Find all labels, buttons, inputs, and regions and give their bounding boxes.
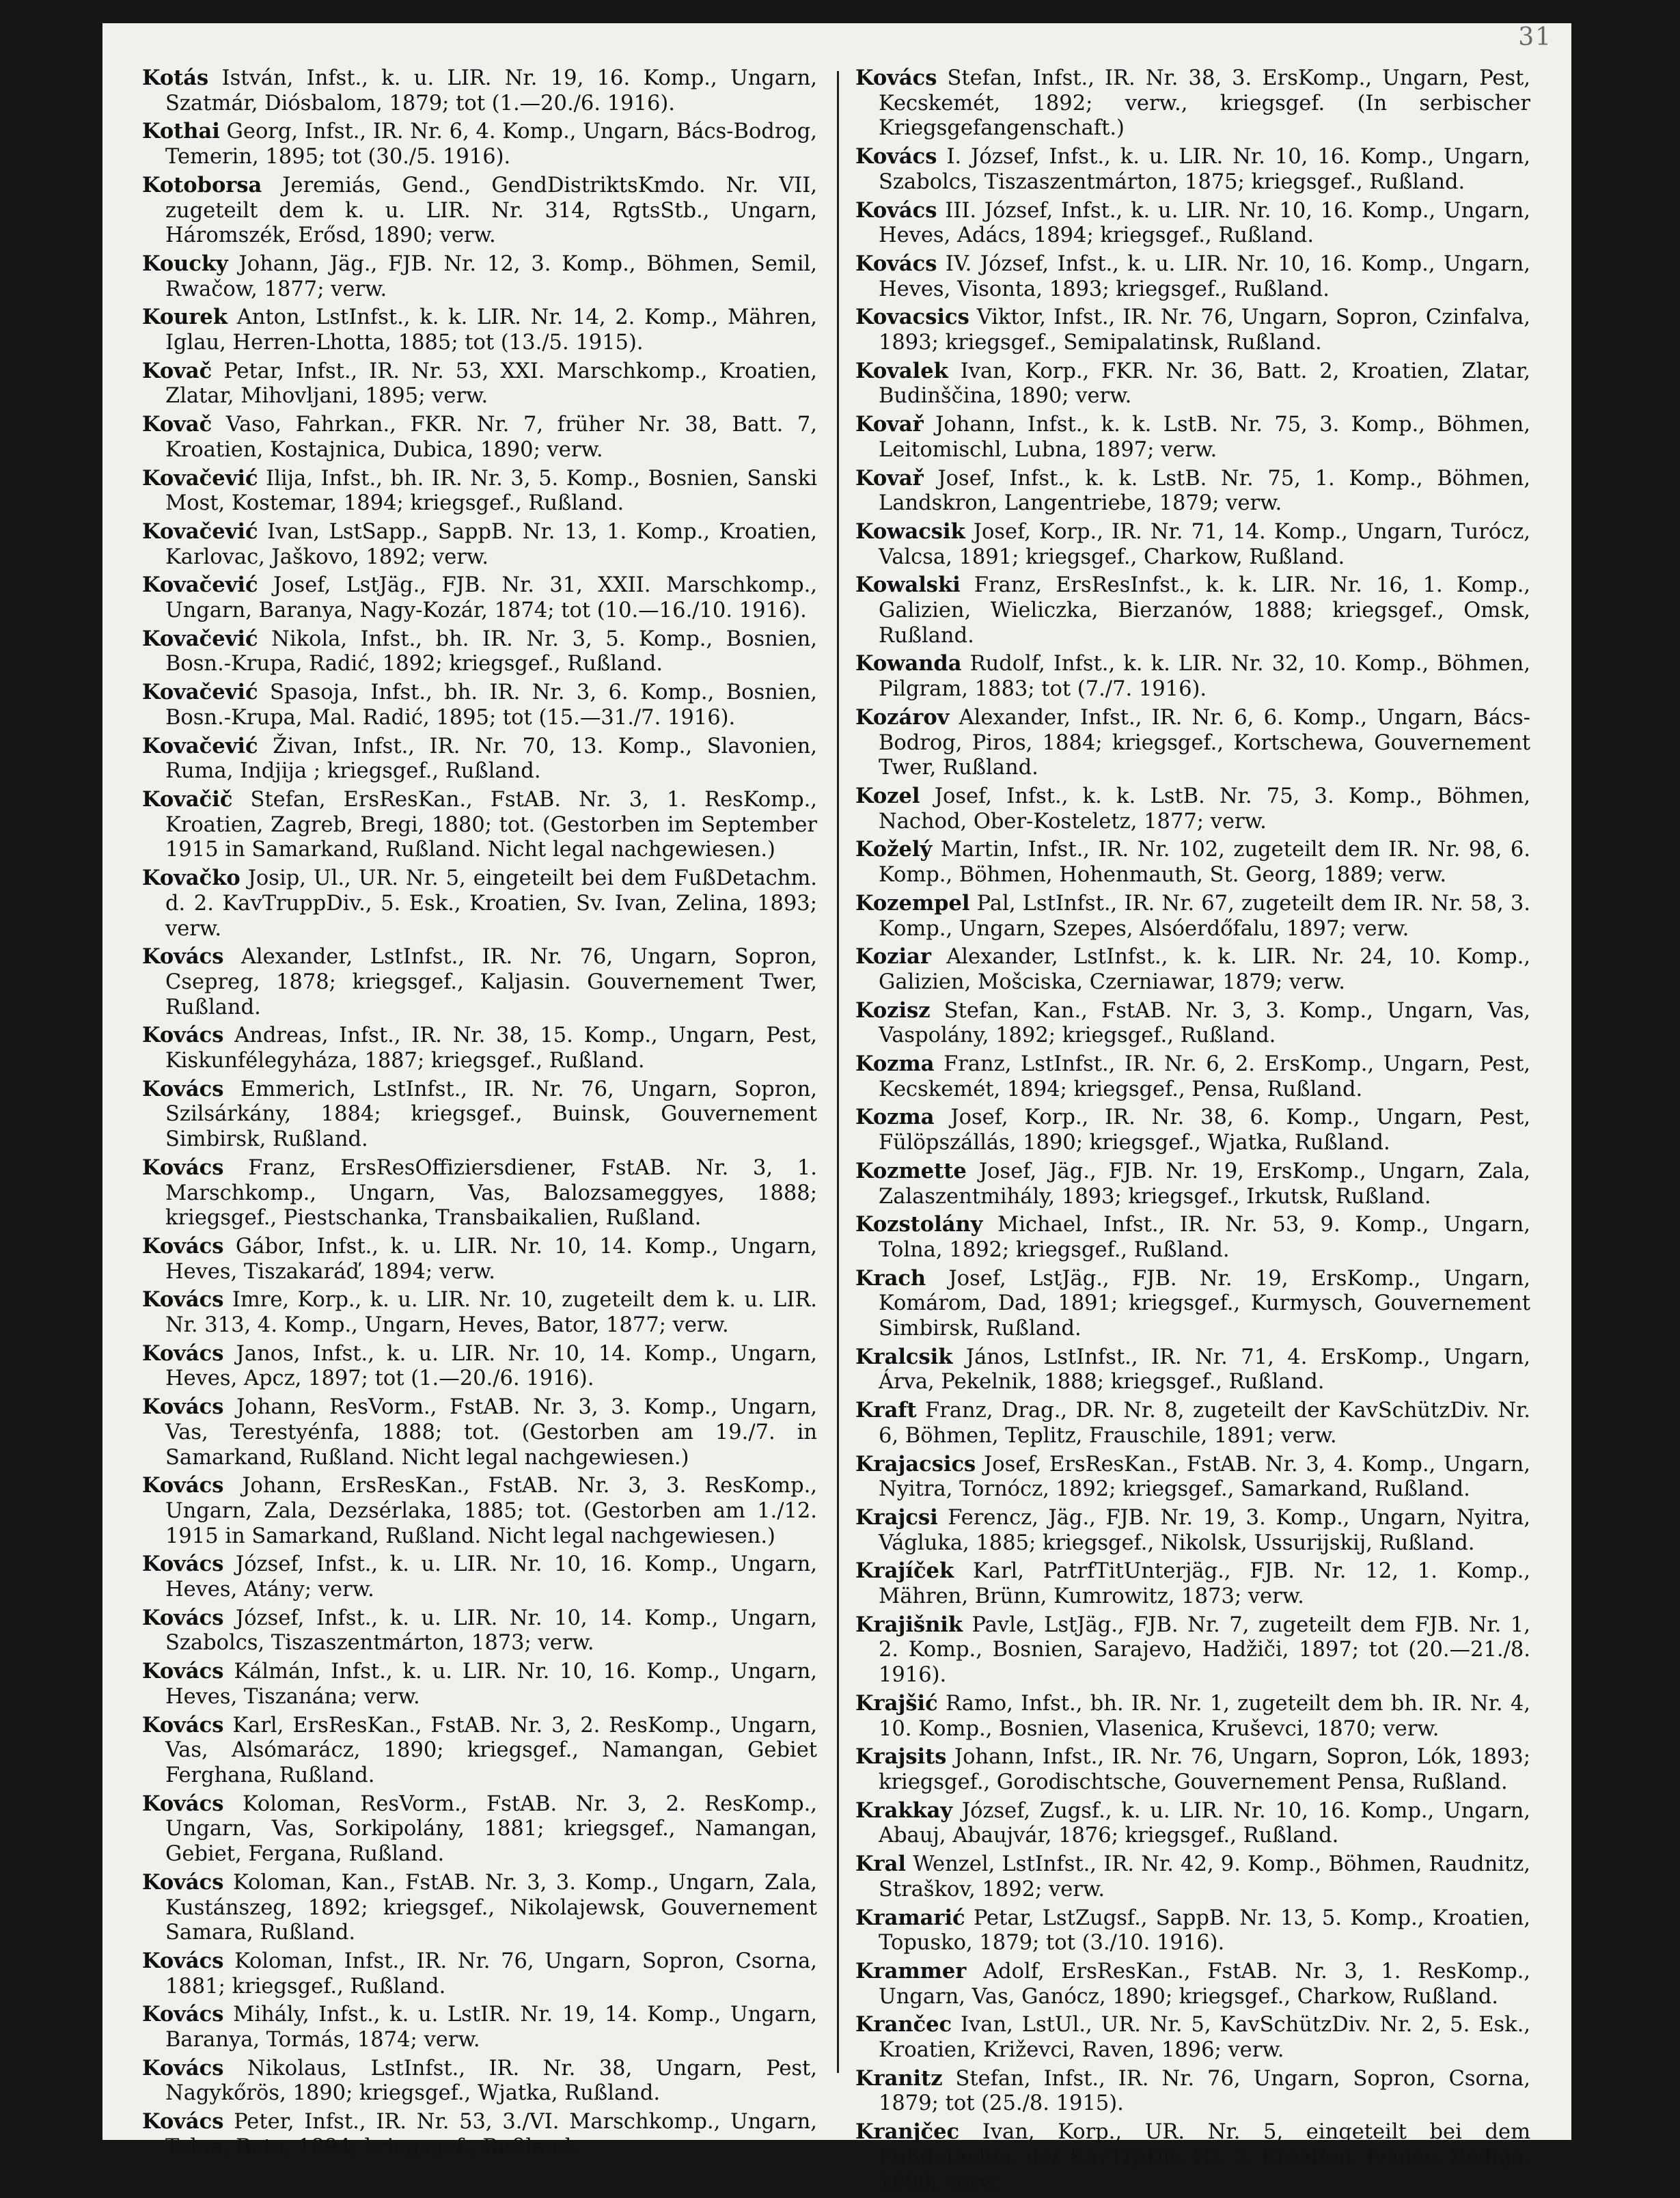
casualty-entry: [855, 519, 1530, 570]
entry-details: Josef, Infst., k. k. LstB. Nr. 75, 3. Komp., Böhmen, Nachod, Ober-Kosteletz, 1877; verw.: [879, 784, 1530, 834]
entry-details: Josef, Jäg., FJB. Nr. 19, ErsKomp., Ungarn, Zala, Zalaszentmihály, 1893; kriegsgef., Irkutsk, Rußland.: [879, 1159, 1530, 1209]
casualty-entry: [142, 251, 817, 302]
casualty-entry: [855, 1398, 1530, 1448]
entry-surname: Kovács: [142, 1155, 224, 1180]
entry-surname: Kowalski: [855, 573, 961, 598]
entry-details: III. József, Infst., k. u. LIR. Nr. 10, 16. Komp., Ungarn, Heves, Adács, 1894; kriegsgef., Rußland.: [879, 198, 1530, 248]
entry-surname: Kovačević: [142, 519, 258, 544]
entry-surname: Kowacsik: [855, 519, 965, 544]
casualty-entry: [855, 1959, 1530, 2009]
entry-details: István, Infst., k. u. LIR. Nr. 19, 16. Komp., Ungarn, Szatmár, Diósbalom, 1879; tot (1.—20./6. 1916).: [165, 66, 817, 115]
entry-details: Ivan, Korp., UR. Nr. 5, eingeteilt bei dem Fußdetachm. der KavTrpDiv. Nr. 2, Kroatien, Ivanec, Bednja, 1890; verw.: [879, 2120, 1531, 2195]
casualty-entry: [855, 359, 1530, 409]
entry-surname: Kozmette: [855, 1158, 967, 1183]
entry-surname: Kotoborsa: [142, 172, 262, 197]
casualty-entry: [142, 1287, 817, 1338]
column-divider: [837, 71, 839, 2073]
entry-details: Josef, Infst., k. k. LstB. Nr. 75, 1. Komp., Böhmen, Landskron, Langentriebe, 1879; verw.: [879, 466, 1530, 516]
entry-details: Gábor, Infst., k. u. LIR. Nr. 10, 14. Komp., Ungarn, Heves, Tiszakaráď, 1894; verw.: [165, 1234, 817, 1284]
entry-surname: Kral: [855, 1852, 906, 1877]
entry-details: Stefan, Kan., FstAB. Nr. 3, 3. Komp., Ungarn, Vas, Vaspolány, 1892; kriegsgef., Rußland.: [879, 998, 1530, 1048]
casualty-entry: [142, 1155, 817, 1231]
entry-details: Stefan, Infst., IR. Nr. 76, Ungarn, Sopron, Csorna, 1879; tot (25./8. 1915).: [879, 2066, 1530, 2116]
casualty-entry: [142, 1659, 817, 1709]
casualty-entry: [142, 1341, 817, 1392]
entry-surname: Kovačević: [142, 573, 258, 598]
entry-details: Ivan, LstSapp., SappB. Nr. 13, 1. Komp., Kroatien, Karlovac, Jaškovo, 1892; verw.: [165, 519, 817, 569]
entry-details: József, Zugsf., k. u. LIR. Nr. 10, 16. Komp., Ungarn, Abauj, Abaujvár, 1876; kriegsgef., Rußland.: [879, 1798, 1530, 1848]
entry-surname: Krajacsics: [855, 1451, 976, 1476]
entry-surname: Krančec: [855, 2012, 952, 2037]
entry-surname: Krach: [855, 1265, 926, 1291]
casualty-entry: [142, 680, 817, 730]
entry-details: IV. József, Infst., k. u. LIR. Nr. 10, 16. Komp., Ungarn, Heves, Visonta, 1893; kriegsgef., Rußland.: [879, 251, 1530, 301]
entry-details: Stefan, ErsResKan., FstAB. Nr. 3, 1. ResKomp., Kroatien, Zagreb, Bregi, 1880; tot. (Gestorben im September 1915 in Samarkand, Rußland. Nicht legal nachgewiesen.): [165, 787, 817, 862]
entry-surname: Kovař: [855, 465, 924, 491]
entry-surname: Kothai: [142, 119, 220, 144]
casualty-entry: [855, 198, 1530, 249]
casualty-entry: [142, 734, 817, 784]
entry-details: Spasoja, Infst., bh. IR. Nr. 3, 6. Komp., Bosnien, Bosn.-Krupa, Mal. Radić, 1895; tot (15.—31./7. 1916).: [165, 681, 817, 730]
entry-details: Stefan, Infst., IR. Nr. 38, 3. ErsKomp., Ungarn, Pest, Kecskemét, 1892; verw., kriegsgef. (In serbischer Kriegsgefangenschaft.): [879, 66, 1530, 141]
casualty-entry: [855, 1212, 1530, 1263]
entry-surname: Krammer: [855, 1958, 967, 1983]
entry-surname: Kovács: [855, 197, 937, 223]
entry-details: Emmerich, LstInfst., IR. Nr. 76, Ungarn, Sopron, Szilsárkány, 1884; kriegsgef., Buinsk, Gouvernement Simbirsk, Rußland.: [165, 1077, 817, 1152]
entry-surname: Koucky: [142, 251, 228, 276]
entry-surname: Kovács: [855, 144, 937, 169]
casualty-entry: [855, 891, 1530, 942]
casualty-entry: [142, 1870, 817, 1946]
document-page: [102, 23, 1571, 2195]
entry-surname: Krakkay: [855, 1798, 953, 1823]
entry-surname: Kovács: [142, 2002, 224, 2027]
entry-surname: Kranitz: [855, 2065, 943, 2091]
entry-details: Johann, Jäg., FJB. Nr. 12, 3. Komp., Böhmen, Semil, Rwačow, 1877; verw.: [165, 251, 817, 301]
entry-surname: Kovács: [142, 1233, 224, 1259]
entry-details: Josef, LstJäg., FJB. Nr. 19, ErsKomp., Ungarn, Komárom, Dad, 1891; kriegsgef., Kurmysch, Gouvernement Simbirsk, Rußland.: [879, 1266, 1530, 1341]
entry-details: Martin, Infst., IR. Nr. 102, zugeteilt dem IR. Nr. 98, 6. Komp., Böhmen, Hohenmauth, St. Georg, 1889; verw.: [879, 838, 1530, 888]
entry-surname: Kourek: [142, 305, 228, 330]
entry-details: Josef, Korp., IR. Nr. 71, 14. Komp., Ungarn, Turócz, Valcsa, 1891; kriegsgef., Charkow, Rußland.: [879, 519, 1530, 569]
entry-details: Franz, LstInfst., IR. Nr. 6, 2. ErsKomp., Ungarn, Pest, Kecskemét, 1894; kriegsgef., Pensa, Rußland.: [879, 1052, 1530, 1101]
casualty-entry: [855, 998, 1530, 1049]
entry-details: Franz, Drag., DR. Nr. 8, zugeteilt der KavSchützDiv. Nr. 6, Böhmen, Teplitz, Frauschile, 1891; verw.: [879, 1399, 1530, 1448]
casualty-entry: [855, 837, 1530, 888]
casualty-entry: [855, 1798, 1530, 1849]
entry-details: József, Infst., k. u. LIR. Nr. 10, 16. Komp., Ungarn, Heves, Atány; verw.: [165, 1552, 818, 1602]
casualty-entry: [142, 1077, 817, 1153]
casualty-entry: [855, 1266, 1530, 1342]
entry-surname: Kovač: [142, 412, 212, 437]
casualty-entry: [142, 1791, 817, 1867]
entry-details: I. József, Infst., k. u. LIR. Nr. 10, 16. Komp., Ungarn, Szabolcs, Tiszaszentmárton, 1875; kriegsgef., Rußland.: [879, 145, 1531, 194]
casualty-entry: [142, 2002, 817, 2052]
entry-surname: Kozárov: [855, 704, 950, 730]
casualty-entry: [142, 1395, 817, 1470]
entry-surname: Kovař: [855, 412, 924, 437]
casualty-entry: [855, 1505, 1530, 1556]
casualty-entry: [142, 66, 817, 116]
entry-details: Pal, LstInfst., IR. Nr. 67, zugeteilt dem IR. Nr. 58, 3. Komp., Ungarn, Szepes, Alsóerdőfalu, 1897; verw.: [879, 891, 1530, 941]
entry-surname: Kovács: [142, 1395, 224, 1420]
entry-surname: Kovačević: [142, 733, 258, 758]
entry-surname: Kovács: [142, 944, 224, 970]
entry-details: Karl, PatrfTitUnterjäg., FJB. Nr. 12, 1. Komp., Mähren, Brünn, Kumrowitz, 1873; verw.: [879, 1559, 1530, 1609]
entry-details: Ramo, Infst., bh. IR. Nr. 1, zugeteilt dem bh. IR. Nr. 4, 10. Komp., Bosnien, Vlasenica, Kruševci, 1870; verw.: [879, 1691, 1530, 1741]
casualty-entry: [855, 1452, 1530, 1502]
casualty-entry: [855, 2012, 1530, 2063]
entry-details: Ilija, Infst., bh. IR. Nr. 3, 5. Komp., Bosnien, Sanski Most, Kostemar, 1894; kriegsgef., Rußland.: [165, 466, 817, 516]
entry-details: Johann, ErsResKan., FstAB. Nr. 3, 3. ResKomp., Ungarn, Zala, Dezsérlaka, 1885; tot. (Gestorben am 1./12. 1915 in Samarkand, Rußland. Nicht legal nachgewiesen.): [165, 1474, 817, 1548]
casualty-entry: [142, 519, 817, 570]
entry-surname: Kovács: [142, 2109, 224, 2134]
entry-details: Josef, LstJäg., FJB. Nr. 31, XXII. Marschkomp., Ungarn, Baranya, Nagy-Kozár, 1874; tot (10.—16./10. 1916).: [165, 573, 817, 623]
entry-surname: Kovács: [142, 1605, 224, 1630]
right-column: [855, 66, 1530, 2198]
entry-surname: Kovács: [142, 1948, 224, 1973]
casualty-entry: [142, 2056, 817, 2106]
entry-surname: Kovač: [142, 358, 212, 383]
entry-surname: Kovács: [142, 1869, 224, 1895]
entry-details: Jeremiás, Gend., GendDistriktsKmdo. Nr. VII, zugeteilt dem k. u. LIR. Nr. 314, RgtsStb., Ungarn, Háromszék, Erősd, 1890; verw.: [165, 173, 817, 248]
entry-details: Mihály, Infst., k. u. LstIR. Nr. 19, 14. Komp., Ungarn, Baranya, Tormás, 1874; verw.: [165, 2003, 817, 2052]
casualty-entry: [855, 251, 1530, 302]
entry-details: Živan, Infst., IR. Nr. 70, 13. Komp., Slavonien, Ruma, Indjija ; kriegsgef., Rußland.: [165, 734, 817, 784]
casualty-entry: [855, 466, 1530, 517]
entry-details: Koloman, ResVorm., FstAB. Nr. 3, 2. ResKomp., Ungarn, Vas, Sorkipolány, 1881; kriegsgef., Namangan, Gebiet, Fergana, Rußland.: [165, 1791, 817, 1867]
entry-details: Koloman, Infst., IR. Nr. 76, Ungarn, Sopron, Csorna, 1881; kriegsgef., Rußland.: [165, 1949, 817, 1998]
entry-surname: Kovačević: [142, 626, 258, 651]
casualty-entry: [855, 705, 1530, 781]
entry-surname: Krajišnik: [855, 1612, 963, 1637]
casualty-entry: [855, 944, 1530, 995]
entry-surname: Kraft: [855, 1398, 917, 1423]
entry-surname: Kozel: [855, 783, 920, 808]
casualty-entry: [855, 651, 1530, 702]
entry-surname: Kovacsics: [855, 305, 969, 330]
casualty-entry: [142, 627, 817, 677]
casualty-entry: [142, 1552, 817, 1602]
casualty-entry: [855, 66, 1530, 141]
casualty-entry: [142, 359, 817, 409]
entry-details: Karl, ErsResKan., FstAB. Nr. 3, 2. ResKomp., Ungarn, Vas, Alsómarácz, 1890; kriegsgef., Namangan, Gebiet Ferghana, Rußland.: [165, 1713, 817, 1787]
entry-surname: Kralcsik: [855, 1344, 953, 1369]
entry-surname: Koželý: [855, 837, 933, 862]
entry-surname: Kovács: [142, 1023, 224, 1048]
casualty-entry: [855, 1906, 1530, 1956]
casualty-entry: [142, 1234, 817, 1285]
entry-details: Ivan, LstUl., UR. Nr. 5, KavSchützDiv. Nr. 2, 5. Esk., Kroatien, Križevci, Raven, 1896; verw.: [879, 2013, 1530, 2063]
casualty-entry: [855, 1612, 1530, 1688]
entry-details: József, Infst., k. u. LIR. Nr. 10, 14. Komp., Ungarn, Szabolcs, Tiszaszentmárton, 1873; verw.: [165, 1606, 818, 1656]
entry-surname: Kozstolány: [855, 1212, 983, 1237]
entry-surname: Kozma: [855, 1052, 935, 1077]
entry-surname: Kovalek: [855, 358, 948, 383]
entry-surname: Kovács: [142, 1659, 224, 1684]
entry-details: Georg, Infst., IR. Nr. 6, 4. Komp., Ungarn, Bács-Bodrog, Temerin, 1895; tot (30./5. 1916).: [165, 120, 817, 169]
entry-surname: Kovács: [855, 251, 937, 276]
casualty-entry: [855, 1852, 1530, 1902]
casualty-entry: [855, 1159, 1530, 1209]
entry-details: Alexander, LstInfst., k. k. LIR. Nr. 24, 10. Komp., Galizien, Mošciska, Czerniawar, 1879; verw.: [879, 945, 1530, 994]
casualty-entry: [855, 2066, 1530, 2117]
casualty-entry: [142, 573, 817, 623]
entry-surname: Kranjčec: [855, 2119, 960, 2145]
entry-surname: Koziar: [855, 944, 931, 970]
casualty-entry: [142, 1473, 817, 1549]
entry-surname: Kowanda: [855, 651, 962, 676]
entry-details: Josef, Korp., IR. Nr. 38, 6. Komp., Ungarn, Pest, Fülöpszállás, 1890; kriegsgef., Wjatka, Rußland.: [879, 1105, 1530, 1155]
entry-details: Johann, Infst., IR. Nr. 76, Ungarn, Sopron, Lók, 1893; kriegsgef., Gorodischtsche, Gouvernement Pensa, Rußland.: [879, 1745, 1530, 1794]
entry-details: Petar, LstZugsf., SappB. Nr. 13, 5. Komp., Kroatien, Topusko, 1879; tot (3./10. 1916).: [879, 1906, 1530, 1955]
entry-surname: Kovács: [142, 1552, 224, 1577]
entry-details: Anton, LstInfst., k. k. LIR. Nr. 14, 2. Komp., Mähren, Iglau, Herren-Lhotta, 1885; tot (13./5. 1915).: [165, 305, 818, 355]
entry-details: Vaso, Fahrkan., FKR. Nr. 7, früher Nr. 38, Batt. 7, Kroatien, Kostajnica, Dubica, 1890; verw.: [165, 413, 817, 462]
casualty-entry: [142, 866, 817, 942]
entry-details: János, LstInfst., IR. Nr. 71, 4. ErsKomp., Ungarn, Árva, Pekelnik, 1888; kriegsgef., Rußland.: [879, 1345, 1530, 1395]
entry-details: Wenzel, LstInfst., IR. Nr. 42, 9. Komp., Böhmen, Raudnitz, Straškov, 1892; verw.: [879, 1852, 1530, 1901]
casualty-entry: [855, 573, 1530, 648]
entry-surname: Kovačič: [142, 786, 233, 812]
casualty-entry: [855, 1345, 1530, 1395]
casualty-entry: [855, 1691, 1530, 1742]
entry-surname: Kovács: [142, 1473, 224, 1498]
entry-surname: Krajíček: [855, 1558, 954, 1584]
entry-surname: Kovács: [142, 1076, 224, 1101]
casualty-entry: [142, 1023, 817, 1073]
entry-details: Viktor, Infst., IR. Nr. 76, Ungarn, Sopron, Czinfalva, 1893; kriegsgef., Semipalatinsk, Rußland.: [879, 305, 1530, 355]
casualty-entry: [855, 1105, 1530, 1155]
left-column: [142, 66, 817, 2163]
entry-surname: Kozisz: [855, 998, 931, 1023]
casualty-entry: [142, 2109, 817, 2160]
casualty-entry: [142, 466, 817, 517]
casualty-entry: [142, 944, 817, 1020]
casualty-entry: [142, 1606, 817, 1656]
entry-surname: Kotás: [142, 66, 209, 90]
entry-surname: Kovács: [142, 2055, 224, 2080]
casualty-entry: [142, 1949, 817, 1999]
entry-details: Johann, Infst., k. k. LstB. Nr. 75, 3. Komp., Böhmen, Leitomischl, Lubna, 1897; verw.: [879, 413, 1530, 462]
casualty-entry: [855, 1744, 1530, 1795]
entry-details: Nikolaus, LstInfst., IR. Nr. 38, Ungarn, Pest, Nagykőrös, 1890; kriegsgef., Wjatka, Rußland.: [165, 2056, 817, 2106]
entry-surname: Kozempel: [855, 890, 970, 916]
casualty-entry: [855, 2119, 1530, 2195]
entry-surname: Kovács: [142, 1791, 224, 1816]
entry-surname: Kovács: [142, 1341, 224, 1366]
entry-details: Adolf, ErsResKan., FstAB. Nr. 3, 1. ResKomp., Ungarn, Vas, Ganócz, 1890; kriegsgef., Charkow, Rußland.: [879, 1959, 1531, 2009]
entry-surname: Krajsits: [855, 1744, 947, 1770]
entry-details: Peter, Infst., IR. Nr. 53, 3./VI. Marschkomp., Ungarn, Tolna, Bato, 1894; kriegsgef., Rußland.: [165, 2110, 817, 2159]
casualty-entry: [855, 1558, 1530, 1609]
entry-surname: Kovács: [855, 66, 937, 90]
entry-details: Kálmán, Infst., k. u. LIR. Nr. 10, 16. Komp., Ungarn, Heves, Tiszanána; verw.: [165, 1660, 817, 1709]
entry-details: Janos, Infst., k. u. LIR. Nr. 10, 14. Komp., Ungarn, Heves, Apcz, 1897; tot (1.—20./6. 1916).: [165, 1341, 817, 1391]
page-number: 31: [1518, 23, 1552, 51]
entry-details: Imre, Korp., k. u. LIR. Nr. 10, zugeteilt dem k. u. LIR. Nr. 313, 4. Komp., Ungarn, Heves, Bator, 1877; verw.: [165, 1288, 818, 1338]
casualty-entry: [142, 173, 817, 249]
entry-details: Pavle, LstJäg., FJB. Nr. 7, zugeteilt dem FJB. Nr. 1, 2. Komp., Bosnien, Sarajevo, Hadžiči, 1897; tot (20.—21./8. 1916).: [879, 1612, 1530, 1688]
entry-details: Michael, Infst., IR. Nr. 53, 9. Komp., Ungarn, Tolna, 1892; kriegsgef., Rußland.: [879, 1213, 1530, 1262]
entry-surname: Kramarić: [855, 1905, 965, 1930]
entry-details: Alexander, Infst., IR. Nr. 6, 6. Komp., Ungarn, Bács-Bodrog, Piros, 1884; kriegsgef., Kortschewa, Gouvernement Twer, Rußland.: [879, 705, 1530, 780]
casualty-entry: [142, 787, 817, 863]
casualty-entry: [142, 412, 817, 463]
casualty-entry: [855, 305, 1530, 355]
entry-surname: Kovačević: [142, 680, 258, 705]
entry-details: Andreas, Infst., IR. Nr. 38, 15. Komp., Ungarn, Pest, Kiskunfélegyháza, 1887; kriegsgef., Rußland.: [165, 1024, 818, 1073]
entry-details: Ivan, Korp., FKR. Nr. 36, Batt. 2, Kroatien, Zlatar, Budinščina, 1890; verw.: [879, 359, 1530, 409]
casualty-entry: [142, 305, 817, 355]
casualty-entry: [855, 784, 1530, 834]
entry-details: Nikola, Infst., bh. IR. Nr. 3, 5. Komp., Bosnien, Bosn.-Krupa, Radić, 1892; kriegsgef., Rußland.: [165, 627, 817, 676]
casualty-entry: [142, 1713, 817, 1789]
entry-surname: Kovács: [142, 1287, 224, 1313]
entry-details: Rudolf, Infst., k. k. LIR. Nr. 32, 10. Komp., Böhmen, Pilgram, 1883; tot (7./7. 1916).: [879, 652, 1531, 702]
entry-details: Franz, ErsResInfst., k. k. LIR. Nr. 16, 1. Komp., Galizien, Wieliczka, Bierzanów, 1888; kriegsgef., Omsk, Rußland.: [879, 573, 1530, 648]
entry-details: Petar, Infst., IR. Nr. 53, XXI. Marschkomp., Kroatien, Zlatar, Mihovljani, 1895; verw.: [165, 359, 817, 409]
entry-details: Johann, ResVorm., FstAB. Nr. 3, 3. Komp., Ungarn, Vas, Terestyénfa, 1888; tot. (Gestorben am 19./7. in Samarkand, Rußland. Nicht legal nachgewiesen.): [165, 1395, 817, 1470]
entry-details: Koloman, Kan., FstAB. Nr. 3, 3. Komp., Ungarn, Zala, Kustánszeg, 1892; kriegsgef., Nikolajewsk, Gouvernement Samara, Rußland.: [165, 1870, 817, 1945]
casualty-entry: [142, 119, 817, 169]
entry-surname: Krajcsi: [855, 1505, 938, 1530]
entry-details: Josef, ErsResKan., FstAB. Nr. 3, 4. Komp., Ungarn, Nyitra, Tornócz, 1892; kriegsgef., Samarkand, Rußland.: [879, 1452, 1531, 1502]
entry-surname: Kovács: [142, 1712, 224, 1737]
casualty-entry: [855, 144, 1530, 195]
entry-details: Josip, Ul., UR. Nr. 5, eingeteilt bei dem FußDetachm. d. 2. KavTruppDiv., 5. Esk., Kroatien, Sv. Ivan, Zelina, 1893; verw.: [165, 866, 817, 941]
casualty-entry: [855, 412, 1530, 463]
entry-details: Ferencz, Jäg., FJB. Nr. 19, 3. Komp., Ungarn, Nyitra, Vágluka, 1885; kriegsgef., Nikolsk, Ussurijskij, Rußland.: [879, 1505, 1530, 1555]
entry-surname: Krajšić: [855, 1690, 938, 1716]
entry-surname: Kovačko: [142, 866, 240, 891]
entry-details: Franz, ErsResOffiziersdiener, FstAB. Nr. 3, 1. Marschkomp., Ungarn, Vas, Balozsameggyes, 1888; kriegsgef., Piestschanka, Transbaikalien, Rußland.: [165, 1155, 817, 1231]
entry-surname: Kozma: [855, 1105, 935, 1130]
casualty-entry: [855, 1052, 1530, 1102]
entry-surname: Kovačević: [142, 465, 258, 491]
entry-details: Alexander, LstInfst., IR. Nr. 76, Ungarn, Sopron, Csepreg, 1878; kriegsgef., Kaljasin. Gouvernement Twer, Rußland.: [165, 945, 817, 1019]
